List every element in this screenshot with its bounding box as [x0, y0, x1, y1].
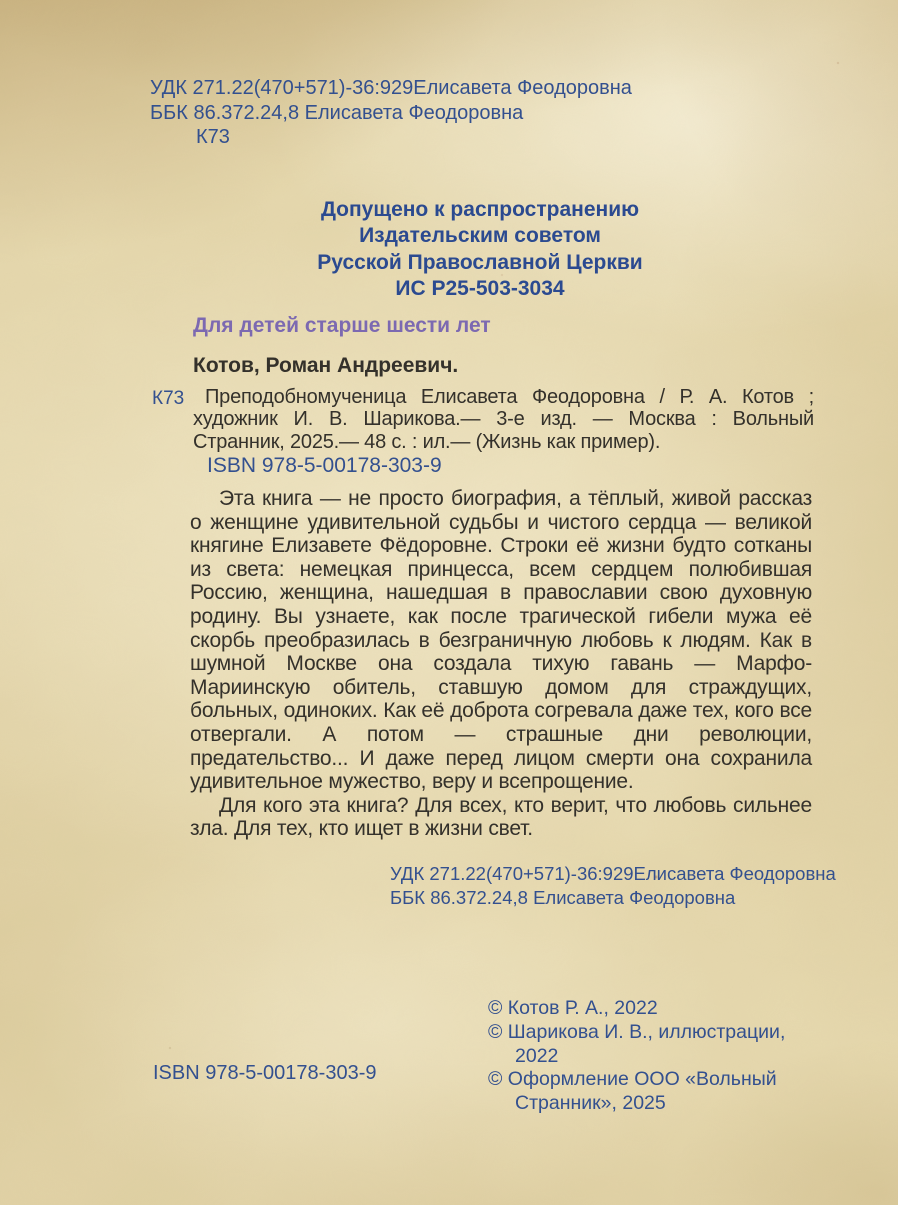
annotation-paragraph-1: Эта книга — не просто биография, а тёплый, живой рассказ о женщине удивительной судьбы и чистого сердца — великой княгине Елизавете Фёдоровне. Строки её жизни будто сотканы из света: немецкая принцесса, всем сердцем полюбившая Россию, женщина, нашедшая в православии свою духовную родину. Вы узнаете, как после трагической гибели мужа её скорбь преобразилась в безграничную любовь к людям. Как в шумной Москве она создала тихую гавань — Марфо-Мариинскую обитель, ставшую домом для страждущих, больных, одиноких. Как её доброта согревала даже тех, кого все отвергали. А потом — страшные дни революции, предательство... И даже перед лицом смерти она сохранила удивительное мужество, веру и всепрощение.: [190, 487, 812, 794]
age-notice: Для детей старше шести лет: [193, 314, 491, 337]
isbn-bottom: ISBN 978-5-00178-303-9: [153, 1062, 377, 1084]
annotation-block: [190, 487, 812, 841]
author-sign-top: К73: [196, 126, 230, 148]
bottom-classification-codes: [390, 862, 836, 910]
copyright-publisher: © Оформление ООО «Вольный Странник», 2025: [488, 1068, 777, 1115]
copyright-author: © Котов Р. А., 2022: [488, 997, 658, 1019]
bibliographic-description: Преподобномученица Елисавета Феодоровна / Р. А. Котов ; художник И. В. Шарикова.— 3-е изд. — Москва : Вольный Странник, 2025.— 48 с. : ил.— (Жизнь как пример).: [193, 386, 814, 453]
author-sign-margin: К73: [152, 388, 185, 409]
author-heading: Котов, Роман Андреевич.: [193, 354, 459, 377]
annotation-paragraph-2: Для кого эта книга? Для всех, кто верит, что любовь сильнее зла. Для тех, кто ищет в жизни свет.: [190, 793, 812, 841]
udk-code-top: УДК 271.22(470+571)-36:929Елисавета Феодоровна: [150, 77, 632, 99]
approval-line-2: Издательским советом: [359, 224, 601, 248]
church-approval-block: [144, 197, 816, 302]
copyright-block: [488, 997, 822, 1116]
top-classification-codes: [150, 76, 632, 150]
bbk-code-bottom: ББК 86.372.24,8 Елисавета Феодоровна: [390, 887, 736, 908]
approval-line-4: ИС Р25-503-3034: [395, 276, 565, 300]
udk-code-bottom: УДК 271.22(470+571)-36:929Елисавета Феодоровна: [390, 863, 836, 884]
approval-line-1: Допущено к распространению: [320, 198, 640, 221]
bbk-code-top: ББК 86.372.24,8 Елисавета Феодоровна: [150, 101, 524, 124]
isbn-catalog: ISBN 978-5-00178-303-9: [207, 454, 442, 477]
copyright-illustrator: © Шарикова И. В., иллюстрации, 2022: [488, 1020, 786, 1067]
approval-line-3: Русской Православной Церкви: [317, 250, 643, 274]
